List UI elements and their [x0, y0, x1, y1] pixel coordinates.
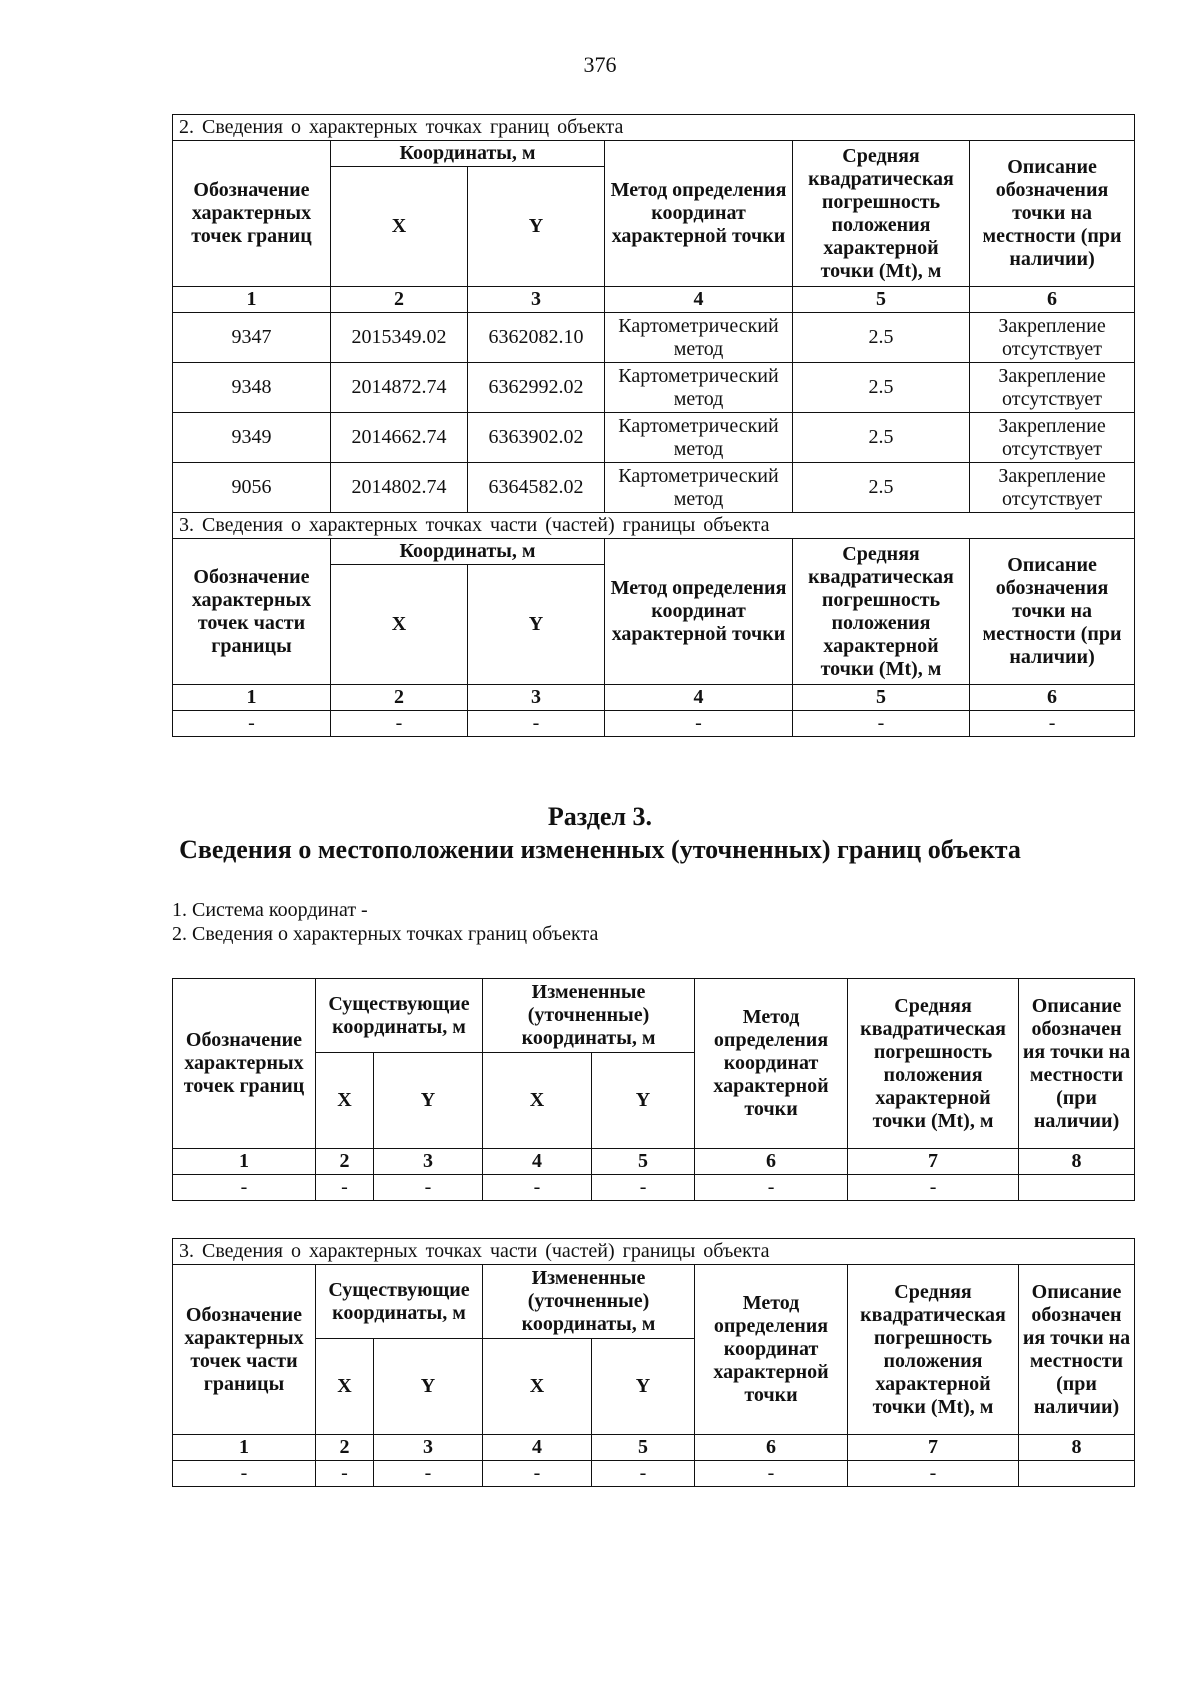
cell-point: 9056: [173, 463, 331, 513]
header-description: Описание обозначения точки на местности (при наличии): [970, 141, 1135, 287]
column-number: 5: [592, 1149, 695, 1175]
cell-empty: -: [605, 711, 793, 737]
column-number: 6: [695, 1149, 848, 1175]
cell-empty: -: [970, 711, 1135, 737]
header-error: Средняя квадратическая погрешность положения характерной точки (Mt), м: [793, 539, 970, 685]
column-number: 4: [483, 1149, 592, 1175]
cell-empty: -: [793, 711, 970, 737]
cell-description: Закрепление отсутствует: [970, 313, 1135, 363]
cell-error: 2.5: [793, 363, 970, 413]
coordinate-system-line: 1. Система координат -: [172, 899, 368, 921]
cell-empty: -: [483, 1175, 592, 1201]
column-number: 8: [1019, 1435, 1135, 1461]
table-caption: 2. Сведения о характерных точках границ объекта: [173, 115, 1135, 141]
cell-empty: -: [173, 711, 331, 737]
table-row: [173, 1175, 1135, 1201]
header-changed-coords: Измененные (уточненные) координаты, м: [483, 979, 695, 1053]
column-number: 4: [605, 685, 793, 711]
cell-x: 2014662.74: [331, 413, 468, 463]
column-number: 4: [483, 1435, 592, 1461]
header-method: Метод определения координат характерной точки: [695, 979, 848, 1149]
header-method: Метод определения координат характерной точки: [605, 539, 793, 685]
section-title: Раздел 3.: [547, 802, 653, 831]
cell-error: 2.5: [793, 463, 970, 513]
header-description: Описание обозначения точки на местности (при наличии): [970, 539, 1135, 685]
cell-y: 6363902.02: [468, 413, 605, 463]
cell-empty: -: [848, 1461, 1019, 1487]
header-x: X: [483, 1339, 592, 1435]
cell-empty: -: [592, 1175, 695, 1201]
header-existing-coords: Существующие координаты, м: [316, 1265, 483, 1339]
header-method: Метод определения координат характерной точки: [605, 141, 793, 287]
cell-empty: -: [848, 1175, 1019, 1201]
cell-method: Картометрический метод: [605, 413, 793, 463]
table-changed-boundary-points: [172, 978, 1135, 1201]
table-boundary-points: [172, 114, 1135, 737]
cell-empty: [1019, 1175, 1135, 1201]
header-y: Y: [468, 167, 605, 287]
header-x: X: [331, 565, 468, 685]
header-changed-coords: Измененные (уточненные) координаты, м: [483, 1265, 695, 1339]
column-number: 1: [173, 1435, 316, 1461]
cell-description: Закрепление отсутствует: [970, 463, 1135, 513]
cell-empty: -: [592, 1461, 695, 1487]
cell-empty: -: [374, 1461, 483, 1487]
cell-empty: -: [316, 1175, 374, 1201]
cell-x: 2014872.74: [331, 363, 468, 413]
cell-empty: -: [374, 1175, 483, 1201]
cell-error: 2.5: [793, 313, 970, 363]
header-y: Y: [374, 1053, 483, 1149]
column-number: 1: [173, 287, 331, 313]
header-error: Средняя квадратическая погрешность положения характерной точки (Mt), м: [848, 979, 1019, 1149]
header-description: Описание обозначен ия точки на местности (при наличии): [1019, 1265, 1135, 1435]
boundary-points-line: 2. Сведения о характерных точках границ объекта: [172, 923, 599, 945]
cell-empty: -: [468, 711, 605, 737]
cell-point: 9348: [173, 363, 331, 413]
column-number: 5: [793, 287, 970, 313]
header-error: Средняя квадратическая погрешность положения характерной точки (Mt), м: [848, 1265, 1019, 1435]
column-number: 3: [468, 685, 605, 711]
column-number: 3: [374, 1149, 483, 1175]
column-number: 2: [316, 1435, 374, 1461]
header-y: Y: [468, 565, 605, 685]
table-caption: 3. Сведения о характерных точках части (частей) границы объекта: [173, 1239, 1135, 1265]
cell-x: 2014802.74: [331, 463, 468, 513]
column-number: 3: [468, 287, 605, 313]
header-x: X: [331, 167, 468, 287]
cell-empty: -: [695, 1461, 848, 1487]
cell-description: Закрепление отсутствует: [970, 413, 1135, 463]
table-row: [173, 363, 1135, 413]
cell-empty: -: [483, 1461, 592, 1487]
cell-error: 2.5: [793, 413, 970, 463]
cell-empty: -: [173, 1461, 316, 1487]
page-number: 376: [583, 52, 617, 77]
table-changed-part-points: [172, 1238, 1135, 1487]
header-coords: Координаты, м: [331, 539, 605, 565]
header-point: Обозначение характерных точек части границы: [173, 1265, 316, 1435]
cell-method: Картометрический метод: [605, 363, 793, 413]
cell-y: 6364582.02: [468, 463, 605, 513]
column-number: 4: [605, 287, 793, 313]
cell-method: Картометрический метод: [605, 313, 793, 363]
header-description: Описание обозначен ия точки на местности (при наличии): [1019, 979, 1135, 1149]
cell-empty: -: [331, 711, 468, 737]
cell-empty: -: [173, 1175, 316, 1201]
column-number: 1: [173, 1149, 316, 1175]
column-number: 6: [970, 287, 1135, 313]
cell-empty: [1019, 1461, 1135, 1487]
column-number: 2: [331, 685, 468, 711]
header-x: X: [483, 1053, 592, 1149]
header-coords: Координаты, м: [331, 141, 605, 167]
header-method: Метод определения координат характерной точки: [695, 1265, 848, 1435]
column-number: 8: [1019, 1149, 1135, 1175]
header-point: Обозначение характерных точек границ: [173, 979, 316, 1149]
table-row: [173, 711, 1135, 737]
cell-empty: -: [316, 1461, 374, 1487]
column-number: 5: [793, 685, 970, 711]
section-heading: [0, 800, 1200, 866]
header-existing-coords: Существующие координаты, м: [316, 979, 483, 1053]
column-number: 7: [848, 1435, 1019, 1461]
cell-y: 6362082.10: [468, 313, 605, 363]
header-y: Y: [592, 1053, 695, 1149]
header-x: X: [316, 1339, 374, 1435]
table-row: [173, 313, 1135, 363]
cell-point: 9347: [173, 313, 331, 363]
header-point: Обозначение характерных точек границ: [173, 141, 331, 287]
cell-empty: -: [695, 1175, 848, 1201]
header-y: Y: [592, 1339, 695, 1435]
header-x: X: [316, 1053, 374, 1149]
cell-y: 6362992.02: [468, 363, 605, 413]
section-subtitle: Сведения о местоположении измененных (уточненных) границ объекта: [179, 835, 1021, 864]
table-row: [173, 413, 1135, 463]
cell-point: 9349: [173, 413, 331, 463]
column-number: 3: [374, 1435, 483, 1461]
header-error: Средняя квадратическая погрешность положения характерной точки (Mt), м: [793, 141, 970, 287]
table-row: [173, 1461, 1135, 1487]
column-number: 6: [695, 1435, 848, 1461]
table-caption: 3. Сведения о характерных точках части (частей) границы объекта: [173, 513, 1135, 539]
table-row: [173, 463, 1135, 513]
cell-method: Картометрический метод: [605, 463, 793, 513]
cell-description: Закрепление отсутствует: [970, 363, 1135, 413]
header-y: Y: [374, 1339, 483, 1435]
column-number: 1: [173, 685, 331, 711]
header-point: Обозначение характерных точек части границы: [173, 539, 331, 685]
column-number: 2: [316, 1149, 374, 1175]
column-number: 2: [331, 287, 468, 313]
column-number: 6: [970, 685, 1135, 711]
column-number: 5: [592, 1435, 695, 1461]
column-number: 7: [848, 1149, 1019, 1175]
cell-x: 2015349.02: [331, 313, 468, 363]
